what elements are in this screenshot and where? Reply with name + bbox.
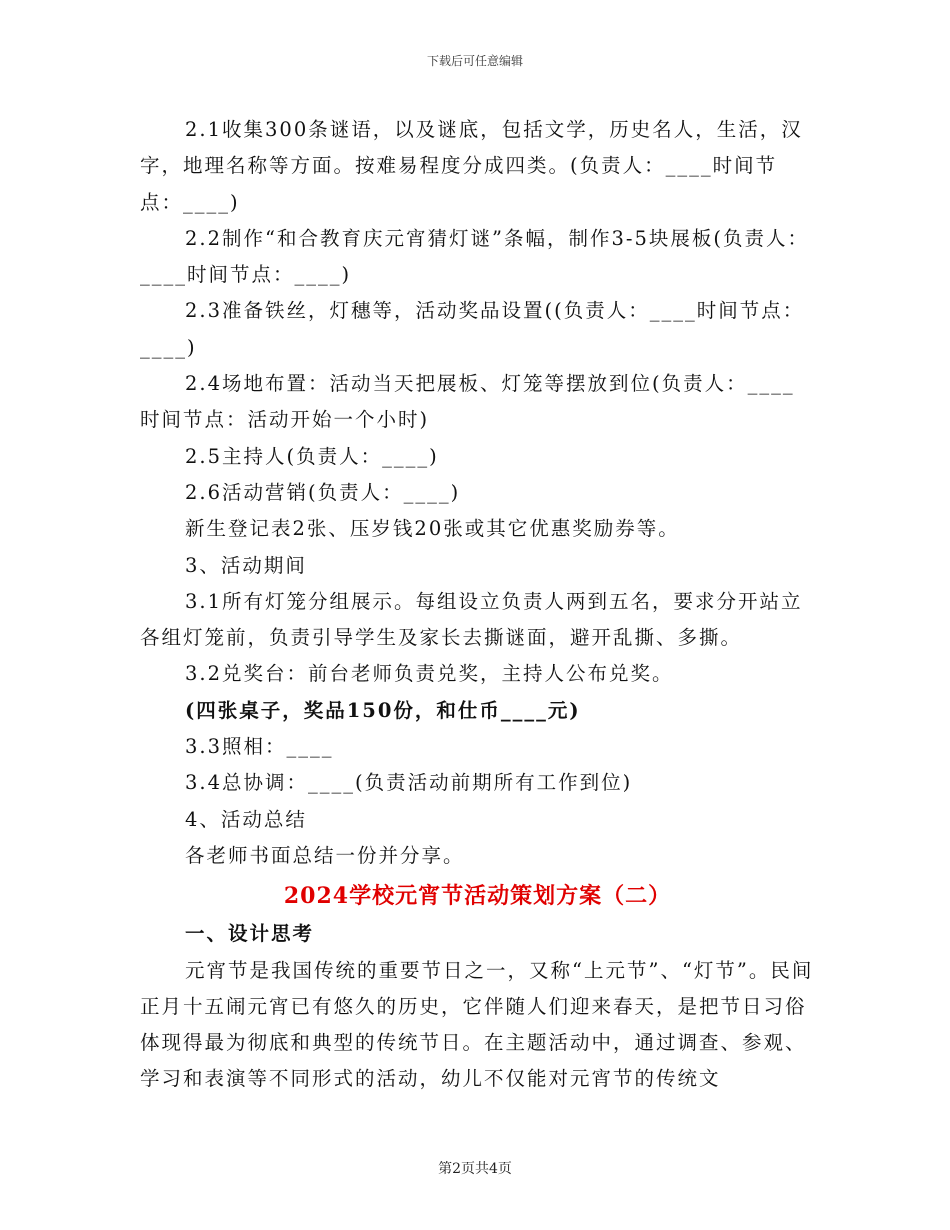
paragraph-3-1: 3.1所有灯笼分组展示。每组设立负责人两到五名，要求分开站立各组灯笼前，负责引导学生及家长去撕谜面，避开乱撕、多撕。 — [140, 589, 803, 650]
header-note: 下载后可任意编辑 — [426, 54, 523, 68]
paragraph-2-6: 2.6活动营销(负责人：____) — [185, 480, 461, 504]
paragraph-2-2: 2.2制作“和合教育庆元宵猜灯谜”条幅，制作3-5块展板(负责人：____时间节点：____) — [140, 226, 809, 287]
document-body — [140, 112, 815, 1098]
paragraph-3-4: 3.4总协调：____(负责活动前期所有工作到位) — [185, 771, 633, 795]
paragraph-2-4: 2.4场地布置：活动当天把展板、灯笼等摆放到位(负责人：____时间节点：活动开始一个小时) — [140, 372, 795, 432]
paragraph-2-5: 2.5主持人(负责人：____) — [185, 444, 439, 468]
plan-two-title: 2024学校元宵节活动策划方案（二） — [283, 883, 672, 910]
paragraph-3-2: 3.2兑奖台：前台老师负责兑奖，主持人公布兑奖。 — [185, 662, 674, 686]
page-number: 第2页共4页 — [438, 1161, 512, 1177]
section-3-heading: 3、活动期间 — [185, 553, 307, 577]
paragraph-2-1: 2.1收集300条谜语，以及谜底，包括文学，历史名人，生活，汉字，地理名称等方面。按难易程度分成四类。(负责人：____时间节点：____) — [140, 118, 803, 214]
paragraph-prizes-note: (四张桌子，奖品150份，和仕币____元) — [185, 698, 581, 722]
paragraph-summary: 各老师书面总结一份并分享。 — [185, 843, 465, 867]
paragraph-3-3: 3.3照相：____ — [185, 735, 334, 759]
paragraph-registration: 新生登记表2张、压岁钱20张或其它优惠奖励券等。 — [185, 517, 680, 541]
design-thinking-heading: 一、设计思考 — [185, 922, 315, 946]
section-4-heading: 4、活动总结 — [185, 807, 307, 831]
paragraph-2-3: 2.3准备铁丝，灯穗等，活动奖品设置((负责人：____时间节点：____) — [140, 299, 805, 359]
paragraph-design-thinking: 元宵节是我国传统的重要节日之一，又称“上元节”、“灯节”。民间正月十五闹元宵已有悠久的历史，它伴随人们迎来春天，是把节日习俗体现得最为彻底和典型的传统节日。在主题活动中，通过调查、参观、学习和表演等不同形式的活动，幼儿不仅能对元宵节的传统文 — [140, 958, 814, 1091]
